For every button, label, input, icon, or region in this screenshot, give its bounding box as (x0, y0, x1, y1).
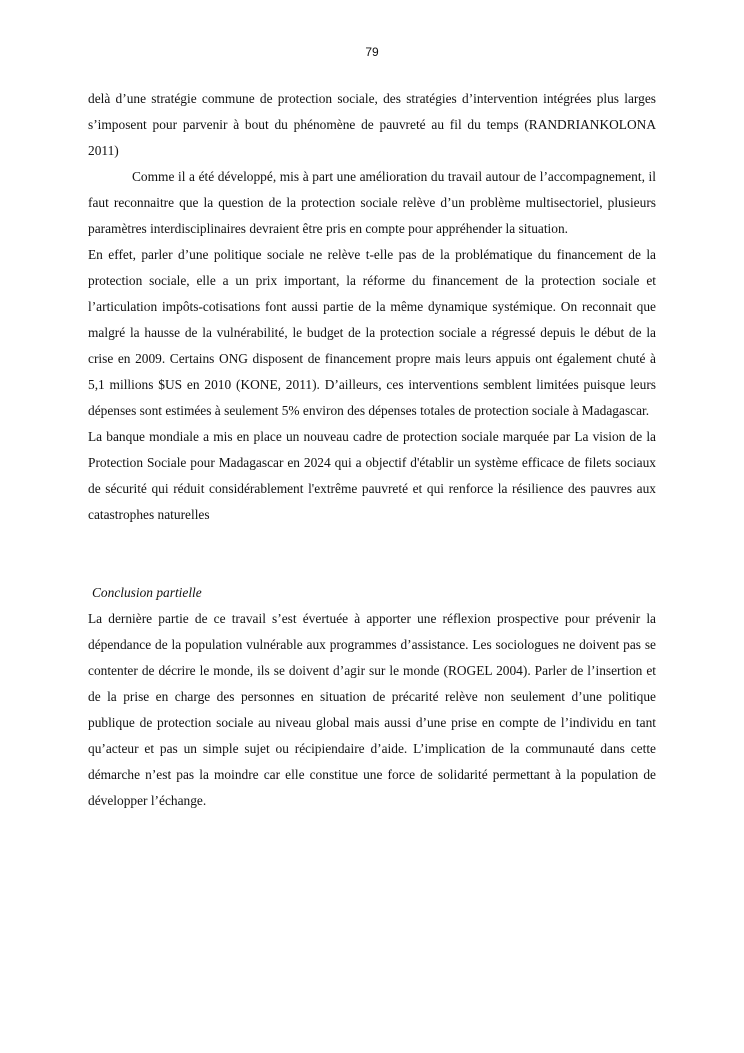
document-body (88, 86, 656, 814)
paragraph-strategy: delà d’une stratégie commune de protection sociale, des stratégies d’intervention intégrées plus larges s’imposent pour parvenir à bout du phénomène de pauvreté au fil du temps (RANDRIANKOLONA 2011) (88, 91, 656, 158)
section-spacer (88, 528, 656, 580)
paragraph-multisectoral: Comme il a été développé, mis à part une amélioration du travail autour de l’accompagnement, il faut reconnaitre que la question de la protection sociale relève d’un problème multisectoriel, plusieurs paramètres interdisciplinaires devraient être pris en compte pour appréhender la situation. (88, 169, 656, 236)
page-number: 79 (365, 45, 379, 59)
paragraph-world-bank: La banque mondiale a mis en place un nouveau cadre de protection sociale marquée par La vision de la Protection Sociale pour Madagascar en 2024 qui a objectif d'établir un système efficace de filets sociaux de sécurité qui réduit considérablement l'extrême pauvreté et qui renforce la résilience des pauvres aux catastrophes naturelles (88, 429, 656, 522)
paragraph-conclusion: La dernière partie de ce travail s’est évertuée à apporter une réflexion prospective pour prévenir la dépendance de la population vulnérable aux programmes d’assistance. Les sociologues ne doivent pas se contenter de décrire le monde, ils se doivent d’agir sur le monde (ROGEL 2004). Parler de l’insertion et de la prise en charge des personnes en situation de précarité relève non seulement d’une politique publique de protection sociale au niveau global mais aussi d’une prise en compte de l’individu en tant qu’acteur et pas un simple sujet ou récipiendaire d’aide. L’implication de la communauté dans cette démarche n’est pas la moindre car elle constitue une force de solidarité permettant à la population de développer l’échange. (88, 611, 656, 808)
section-heading-conclusion: Conclusion partielle (92, 585, 202, 600)
paragraph-financing: En effet, parler d’une politique sociale ne relève t-elle pas de la problématique du financement de la protection sociale, elle a un prix important, la réforme du financement de la protection sociale et l’articulation impôts-cotisations font aussi partie de la même dynamique systémique. On reconnait que malgré la hausse de la vulnérabilité, le budget de la protection sociale a régressé depuis le début de la crise en 2009. Certains ONG disposent de financement propre mais leurs appuis ont également chuté à 5,1 millions $US en 2010 (KONE, 2011). D’ailleurs, ces interventions semblent limitées puisque leurs dépenses sont estimées à seulement 5% environ des dépenses totales de protection sociale à Madagascar. (88, 247, 656, 418)
